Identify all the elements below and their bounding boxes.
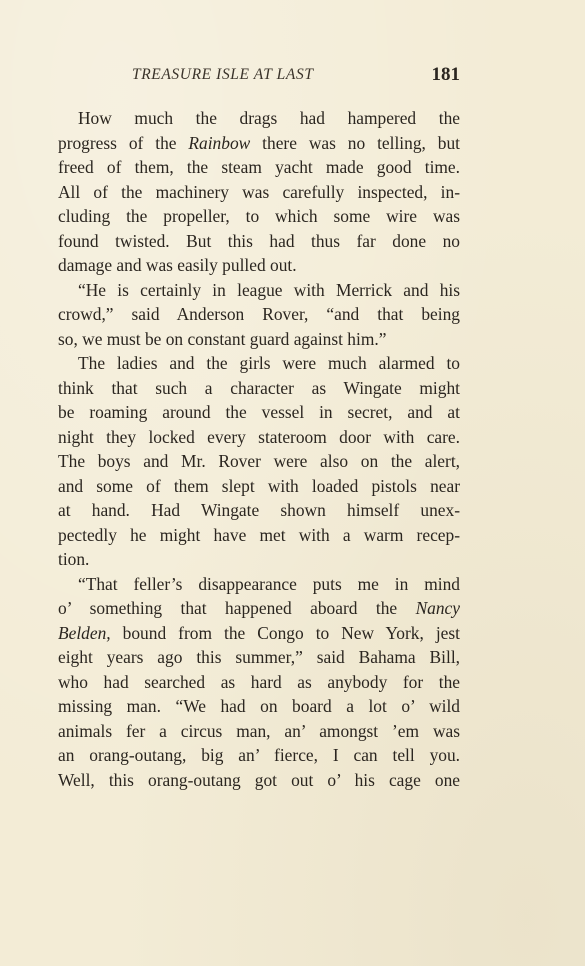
paragraph <box>58 106 460 278</box>
text-line: night they locked every stateroom door with care. <box>58 426 460 447</box>
running-title: TREASURE ISLE AT LAST <box>132 66 314 83</box>
italic-text: Belden, <box>58 622 111 643</box>
running-head <box>58 64 460 92</box>
text-line: and some of them slept with loaded pistols near <box>58 475 460 496</box>
text-line: “He is certainly in league with Merrick and his <box>78 279 460 300</box>
text-line: o’ something that happened aboard the Nancy <box>58 598 460 618</box>
text-line: an orang-outang, big an’ fierce, I can tell you. <box>58 745 460 765</box>
text-line: progress of the Rainbow there was no telling, but <box>58 132 461 153</box>
text-line: All of the machinery was carefully inspected, in- <box>58 181 460 202</box>
text-line: think that such a character as Wingate might <box>58 377 460 398</box>
text-line: cluding the propeller, to which some wire was <box>58 206 460 226</box>
paragraph <box>58 351 460 572</box>
italic-text: Nancy <box>415 598 460 618</box>
text-line: at hand. Had Wingate shown himself unex- <box>58 500 460 520</box>
text-line: pectedly he might have met with a warm recep- <box>58 524 460 545</box>
text-line: crowd,” said Anderson Rover, “and that being <box>58 304 460 324</box>
text-line: Well, this orang-outang got out o’ his cage one <box>58 769 460 790</box>
text-line: tion. <box>58 549 90 569</box>
text-line: “That feller’s disappearance puts me in mind <box>78 573 460 594</box>
text-line: damage and was easily pulled out. <box>58 255 297 275</box>
text-line: Belden, bound from the Congo to New York, jest <box>58 622 460 643</box>
text-line: be roaming around the vessel in secret, and at <box>58 402 460 422</box>
text-line: eight years ago this summer,” said Bahama Bill, <box>58 647 460 667</box>
italic-text: Rainbow <box>188 132 251 153</box>
text-line: so, we must be on constant guard against him.” <box>58 328 387 349</box>
paragraph <box>58 572 460 793</box>
body-text <box>58 106 460 792</box>
text-line: The ladies and the girls were much alarmed to <box>78 353 460 373</box>
text-line: freed of them, the steam yacht made good time. <box>58 157 460 177</box>
text-line: who had searched as hard as anybody for the <box>58 671 460 692</box>
text-line: found twisted. But this had thus far done no <box>58 230 460 251</box>
page-number: 181 <box>431 64 460 85</box>
paragraph <box>58 278 460 352</box>
text-line: animals fer a circus man, an’ amongst ’em was <box>58 720 460 741</box>
text-line: The boys and Mr. Rover were also on the alert, <box>58 451 460 471</box>
text-line: missing man. “We had on board a lot o’ wild <box>58 696 460 716</box>
text-line: How much the drags had hampered the <box>78 108 460 128</box>
